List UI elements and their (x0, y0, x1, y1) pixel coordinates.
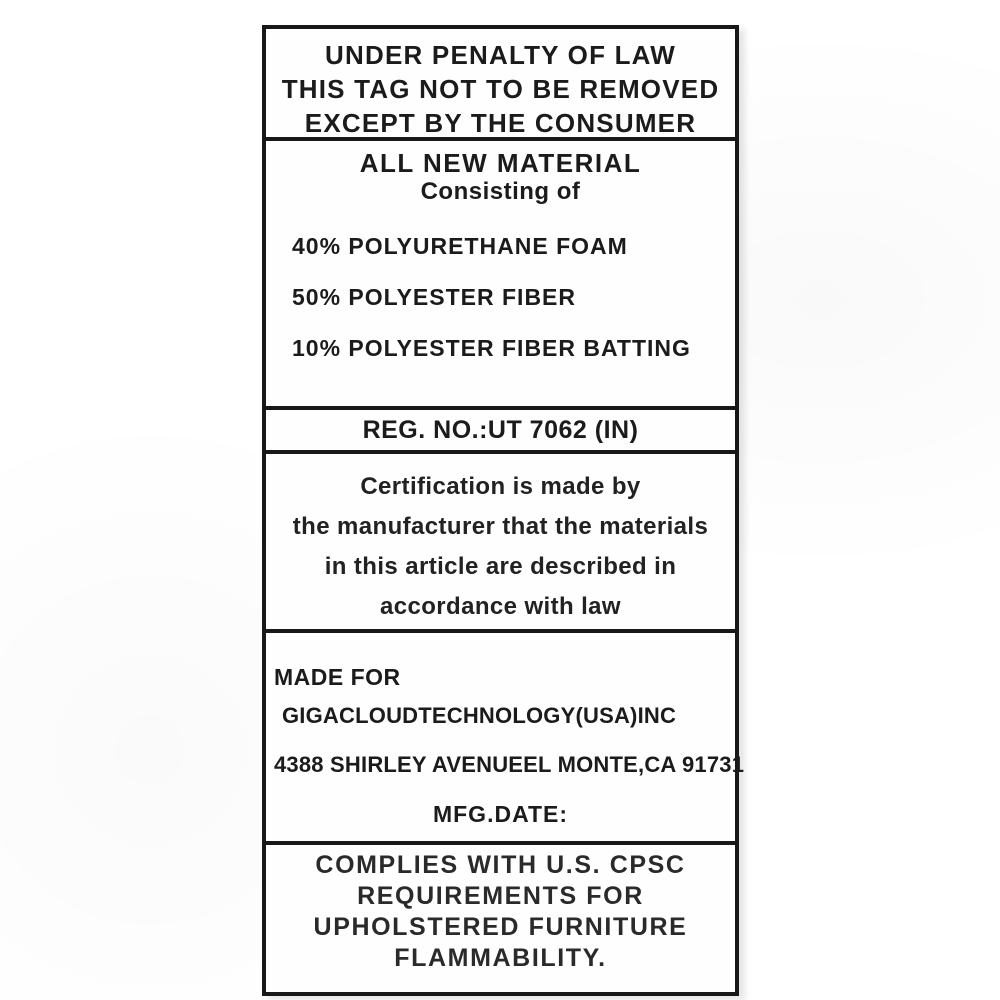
certification-line: in this article are described in (324, 553, 677, 580)
registration-section (262, 406, 739, 454)
certification-line: the manufacturer that the materials (292, 513, 709, 540)
compliance-section (262, 841, 739, 996)
law-tag-label (262, 25, 745, 996)
materials-section (262, 137, 739, 410)
compliance-line: UPHOLSTERED FURNITURE (313, 913, 688, 941)
mfg-date-label: MFG.DATE: (432, 801, 569, 827)
certification-line: accordance with law (379, 593, 621, 620)
material-item: 50% POLYESTER FIBER (292, 284, 577, 310)
materials-subtitle: Consisting of (420, 178, 581, 205)
made-for-address: 4388 SHIRLEY AVENUEEL MONTE,CA 91731 (274, 752, 745, 777)
made-for-label: MADE FOR (274, 664, 401, 690)
penalty-warning-line: THIS TAG NOT TO BE REMOVED (281, 74, 720, 104)
penalty-warning-line: UNDER PENALTY OF LAW (325, 40, 676, 70)
penalty-warning-section (262, 25, 739, 141)
compliance-line: REQUIREMENTS FOR (357, 882, 644, 910)
penalty-warning-line: EXCEPT BY THE CONSUMER (304, 108, 697, 138)
made-for-company: GIGACLOUDTECHNOLOGY(USA)INC (282, 703, 677, 728)
materials-title: ALL NEW MATERIAL (359, 148, 642, 178)
registration-number: REG. NO.:UT 7062 (IN) (362, 415, 639, 444)
material-item: 10% POLYESTER FIBER BATTING (292, 335, 691, 361)
compliance-line: FLAMMABILITY. (394, 944, 607, 972)
compliance-line: COMPLIES WITH U.S. CPSC (315, 851, 686, 879)
material-item: 40% POLYURETHANE FOAM (292, 233, 628, 259)
certification-line: Certification is made by (360, 473, 641, 500)
certification-section (262, 450, 739, 633)
made-for-section (262, 629, 745, 845)
materials-list (266, 233, 735, 361)
